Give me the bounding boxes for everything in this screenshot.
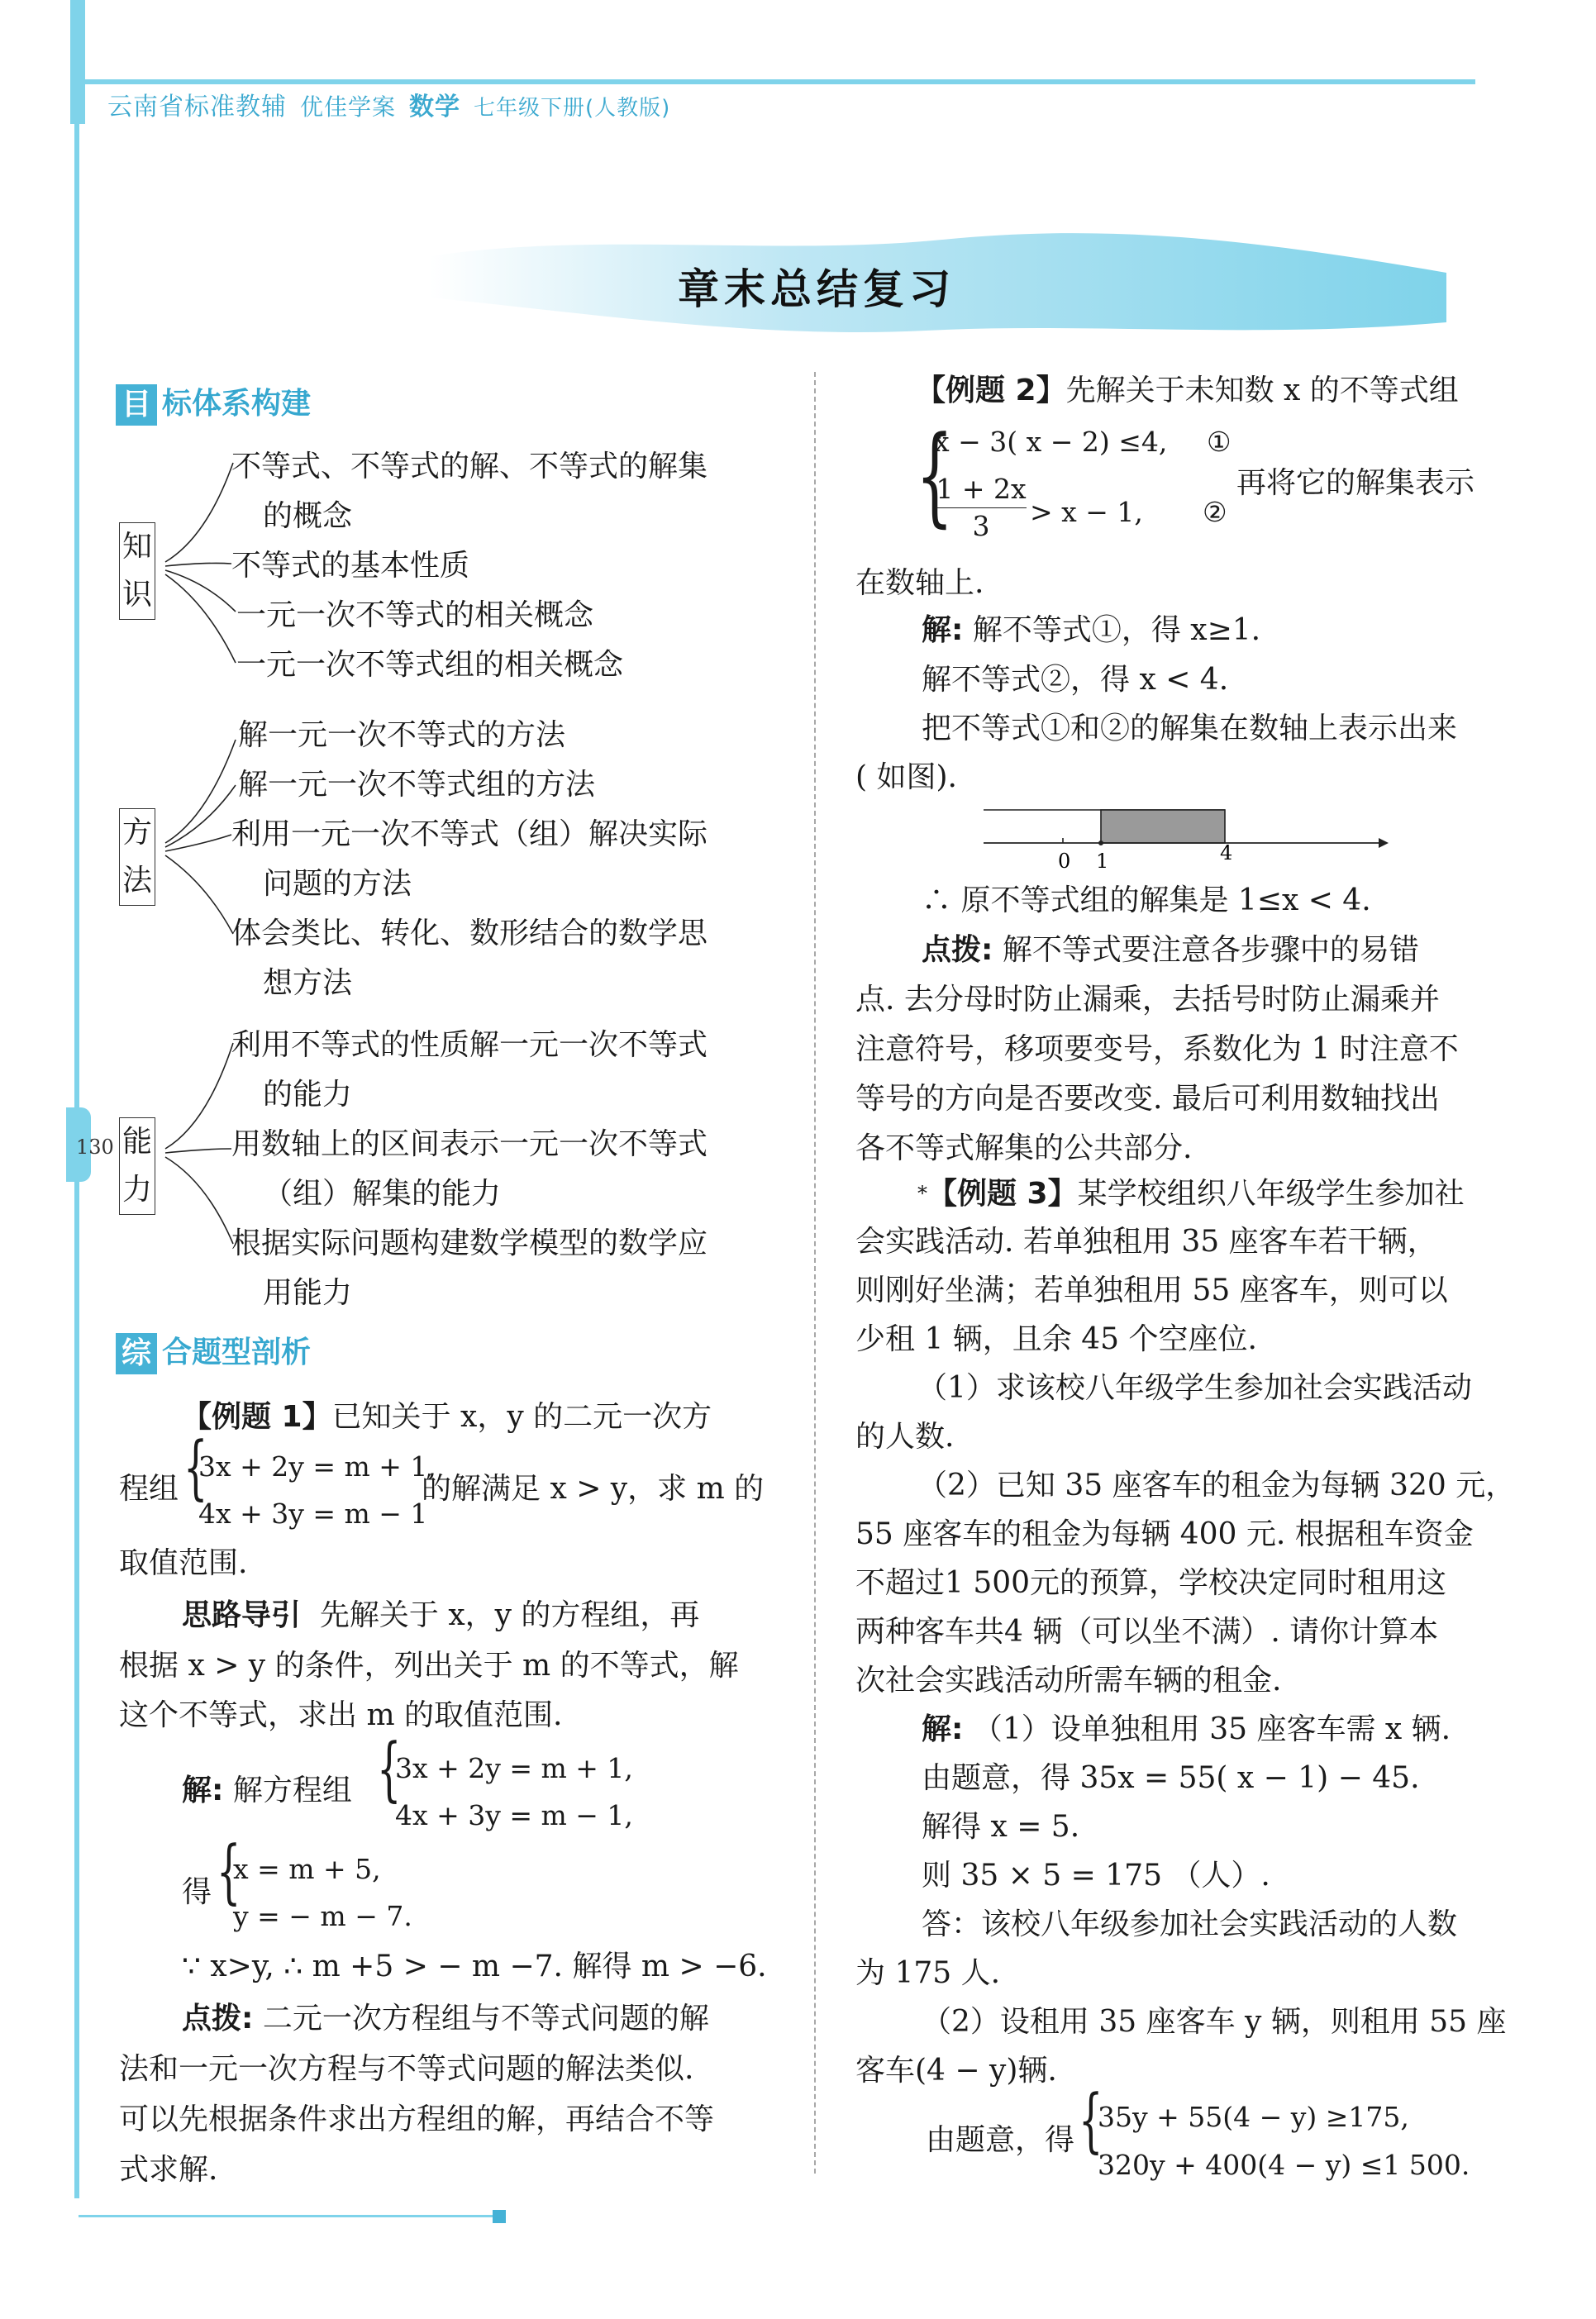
solution-text: 解得 x = 5. — [922, 1810, 1080, 1844]
example-text: 少租 1 辆，且余 45 个空座位. — [855, 1322, 1257, 1356]
inequality: x − 3( x − 2) ≤4, — [934, 426, 1168, 458]
footer-square — [493, 2210, 506, 2223]
solution-text: 得 — [182, 1875, 212, 1909]
solution-text: 答：该校八年级参加社会实践活动的人数 — [922, 1907, 1458, 1941]
tip-text: 等号的方向是否要改变. 最后可利用数轴找出 — [855, 1082, 1440, 1116]
hint-text: 先解关于 x，y 的方程组，再 — [319, 1598, 700, 1632]
tree-item: 的概念 — [263, 499, 353, 533]
inequality: 320y + 400(4 − y) ≤1 500. — [1098, 2149, 1470, 2181]
tree-item: 体会类比、转化、数形结合的数学思 — [231, 917, 708, 950]
example-text: 则刚好坐满；若单独租用 55 座客车，则可以 — [855, 1274, 1448, 1307]
section-heading-goal-system — [116, 380, 311, 426]
example-1-prefix: 程组 — [119, 1472, 179, 1506]
tree-item: 想方法 — [263, 966, 353, 1000]
page-number: 130 — [76, 1136, 114, 1159]
label-char: 力 — [121, 1173, 152, 1207]
brace: { — [916, 412, 954, 538]
question-text: 不超过1 500元的预算，学校决定同时租用这 — [855, 1566, 1447, 1600]
hint-line — [182, 1591, 699, 1640]
section-icon-box: 综 — [116, 1333, 157, 1374]
brace: { — [1079, 2079, 1103, 2160]
tip-label: 点拨: — [182, 2002, 254, 2036]
fraction-numerator: 1 + 2x — [936, 471, 1027, 508]
section-icon-box: 目 — [116, 384, 157, 426]
equation: 3x + 2y = m + 1, — [198, 1450, 436, 1483]
example-text: 某学校组织八年级学生参加社 — [1077, 1177, 1465, 1211]
tree-item: 的能力 — [263, 1078, 353, 1112]
tick-label-4: 4 — [1220, 841, 1233, 864]
label-char: 方 — [121, 816, 152, 850]
example-2-intro — [916, 366, 1459, 415]
solution-label: 解: — [922, 1712, 964, 1746]
tree-item: 根据实际问题构建数学模型的数学应 — [231, 1226, 708, 1260]
solution-text: ( 如图). — [855, 760, 957, 794]
tick-label-1: 1 — [1096, 850, 1109, 873]
tip-text: 式求解. — [119, 2153, 218, 2187]
axis-arrow — [1379, 838, 1389, 848]
tip-text: 二元一次方程组与不等式问题的解 — [262, 2002, 709, 2036]
solution-text: 为 175 人. — [855, 1956, 1001, 1990]
tip-label: 点拨: — [922, 933, 993, 967]
question-text: 两种客车共4 辆（可以坐不满）. 请你计算本 — [855, 1615, 1439, 1649]
tip-line — [922, 926, 1419, 974]
tree-item: 解一元一次不等式组的方法 — [238, 768, 596, 802]
marker: ① — [1207, 426, 1232, 458]
solution-text: （1）设单独租用 35 座客车需 x 辆. — [972, 1712, 1451, 1746]
tip-text: 可以先根据条件求出方程组的解，再结合不等 — [119, 2102, 715, 2136]
inequality: > x − 1, — [1030, 496, 1143, 528]
tip-text: 各不等式解集的公共部分. — [855, 1131, 1193, 1165]
solution-text: ∴ 原不等式组的解集是 1≤x < 4. — [922, 883, 1371, 917]
equation: y = − m − 7. — [233, 1900, 412, 1932]
example-tag: 【例题 1】 — [182, 1400, 332, 1434]
question-text: 55 座客车的租金为每辆 400 元. 根据租车资金 — [855, 1517, 1474, 1551]
solution-text: ∵ x>y, ∴ m +5 > − m −7. 解得 m > −6. — [182, 1950, 767, 1983]
solution-interval — [1101, 810, 1225, 843]
solution-line — [922, 606, 1260, 655]
solution-label: 解: — [182, 1774, 224, 1807]
marker: ② — [1203, 496, 1227, 528]
solution-text: 客车(4 − y)辆. — [855, 2054, 1057, 2088]
example-text: 先解关于未知数 x 的不等式组 — [1065, 374, 1459, 407]
example-text: 会实践活动. 若单独租用 35 座客车若干辆， — [855, 1225, 1437, 1259]
page-margin — [0, 0, 70, 2319]
solution-text: 由题意，得 35x = 55( x − 1) − 45. — [922, 1761, 1420, 1795]
solution-label: 解: — [922, 613, 964, 647]
equation: 3x + 2y = m + 1, — [395, 1752, 633, 1784]
equation: 4x + 3y = m − 1 — [198, 1498, 428, 1530]
tree-item: 不等式的基本性质 — [231, 549, 470, 583]
label-char: 法 — [121, 864, 152, 898]
group-label-knowledge — [119, 522, 155, 620]
tick-label-0: 0 — [1058, 850, 1071, 873]
solution-text: 解不等式②，得 x < 4. — [922, 663, 1229, 697]
tree-item: 一元一次不等式的相关概念 — [236, 598, 594, 632]
question-text: 的人数. — [855, 1420, 955, 1454]
question-text: （1）求该校八年级学生参加社会实践活动 — [917, 1371, 1472, 1405]
tree-item: （组）解集的能力 — [263, 1177, 502, 1211]
hint-text: 根据 x > y 的条件，列出关于 m 的不等式，解 — [119, 1649, 739, 1683]
hint-text: 这个不等式，求出 m 的取值范围. — [119, 1698, 563, 1732]
example-text: 在数轴上. — [855, 566, 984, 600]
tree-item: 一元一次不等式组的相关概念 — [236, 648, 624, 682]
header-subject: 数学 — [409, 93, 461, 121]
tree-item: 用能力 — [263, 1276, 353, 1310]
tree-item: 解一元一次不等式的方法 — [238, 718, 566, 752]
section-title: 标体系构建 — [162, 387, 312, 421]
example-tag: 【例题 3】 — [927, 1177, 1078, 1211]
equation: 4x + 3y = m − 1, — [395, 1799, 633, 1831]
tree-item: 不等式、不等式的解、不等式的解集 — [231, 450, 708, 483]
header-grade: 七年级下册(人教版) — [474, 96, 671, 121]
label-char: 识 — [121, 578, 152, 612]
fraction-denominator: 3 — [972, 510, 990, 542]
inequality: 35y + 55(4 − y) ≥175, — [1098, 2101, 1409, 2133]
tree-item: 问题的方法 — [263, 867, 412, 901]
solution-text: 解不等式①，得 x≥1. — [972, 613, 1261, 647]
group-label-method — [119, 808, 155, 906]
example-text: 取值范围. — [119, 1546, 248, 1580]
solution-text: 由题意，得 — [926, 2123, 1075, 2157]
group-label-ability — [119, 1117, 155, 1215]
example-text: 再将它的解集表示 — [1236, 466, 1475, 500]
header-series: 云南省标准教辅 — [107, 93, 287, 121]
tree-item: 利用一元一次不等式（组）解决实际 — [231, 817, 708, 851]
number-line — [984, 802, 1389, 876]
page-title: 章末总结复习 — [678, 265, 955, 313]
question-text: （2）已知 35 座客车的租金为每辆 320 元， — [917, 1469, 1516, 1502]
brace: { — [217, 1831, 241, 1912]
tree-item: 利用不等式的性质解一元一次不等式 — [231, 1028, 708, 1062]
example-1-intro — [182, 1393, 712, 1441]
solution-line — [182, 1766, 352, 1815]
tip-text: 注意符号，移项要变号，系数化为 1 时注意不 — [855, 1032, 1459, 1066]
solution-text: 把不等式①和②的解集在数轴上表示出来 — [922, 712, 1458, 745]
example-tag: 【例题 2】 — [916, 374, 1066, 407]
solution-line — [922, 1705, 1451, 1754]
tip-line — [182, 1994, 709, 2043]
tip-text: 点. 去分母时防止漏乘，去括号时防止漏乘并 — [855, 983, 1440, 1017]
solution-text: （2）设租用 35 座客车 y 辆，则租用 55 座 — [922, 2005, 1507, 2039]
tip-text: 法和一元一次方程与不等式问题的解法类似. — [119, 2052, 694, 2086]
example-text: 的解满足 x > y，求 m 的 — [422, 1472, 765, 1506]
brace: { — [377, 1728, 402, 1809]
solution-text: 解方程组 — [232, 1774, 352, 1807]
equation: x = m + 5, — [233, 1853, 381, 1885]
header-book: 优佳学案 — [300, 93, 397, 121]
brace: { — [183, 1426, 208, 1507]
tip-text: 解不等式要注意各步骤中的易错 — [1002, 933, 1419, 967]
endpoint-closed — [1098, 840, 1103, 845]
column-divider — [814, 372, 816, 2174]
optional-star: * — [917, 1182, 927, 1205]
question-text: 次社会实践活动所需车辆的租金. — [855, 1664, 1282, 1698]
example-text: 已知关于 x，y 的二元一次方 — [331, 1400, 712, 1434]
footer-line — [79, 2215, 496, 2217]
section-title: 合题型剖析 — [162, 1336, 312, 1369]
tree-item: 用数轴上的区间表示一元一次不等式 — [231, 1127, 708, 1161]
solution-text: 则 35 × 5 = 175 （人）. — [922, 1859, 1270, 1893]
fraction — [936, 471, 1027, 545]
label-char: 知 — [121, 530, 152, 564]
running-header — [107, 86, 670, 122]
section-heading-problem-analysis — [116, 1329, 311, 1374]
label-char: 能 — [121, 1125, 152, 1159]
hint-label: 思路导引 — [182, 1598, 302, 1632]
example-3-intro — [917, 1169, 1465, 1218]
